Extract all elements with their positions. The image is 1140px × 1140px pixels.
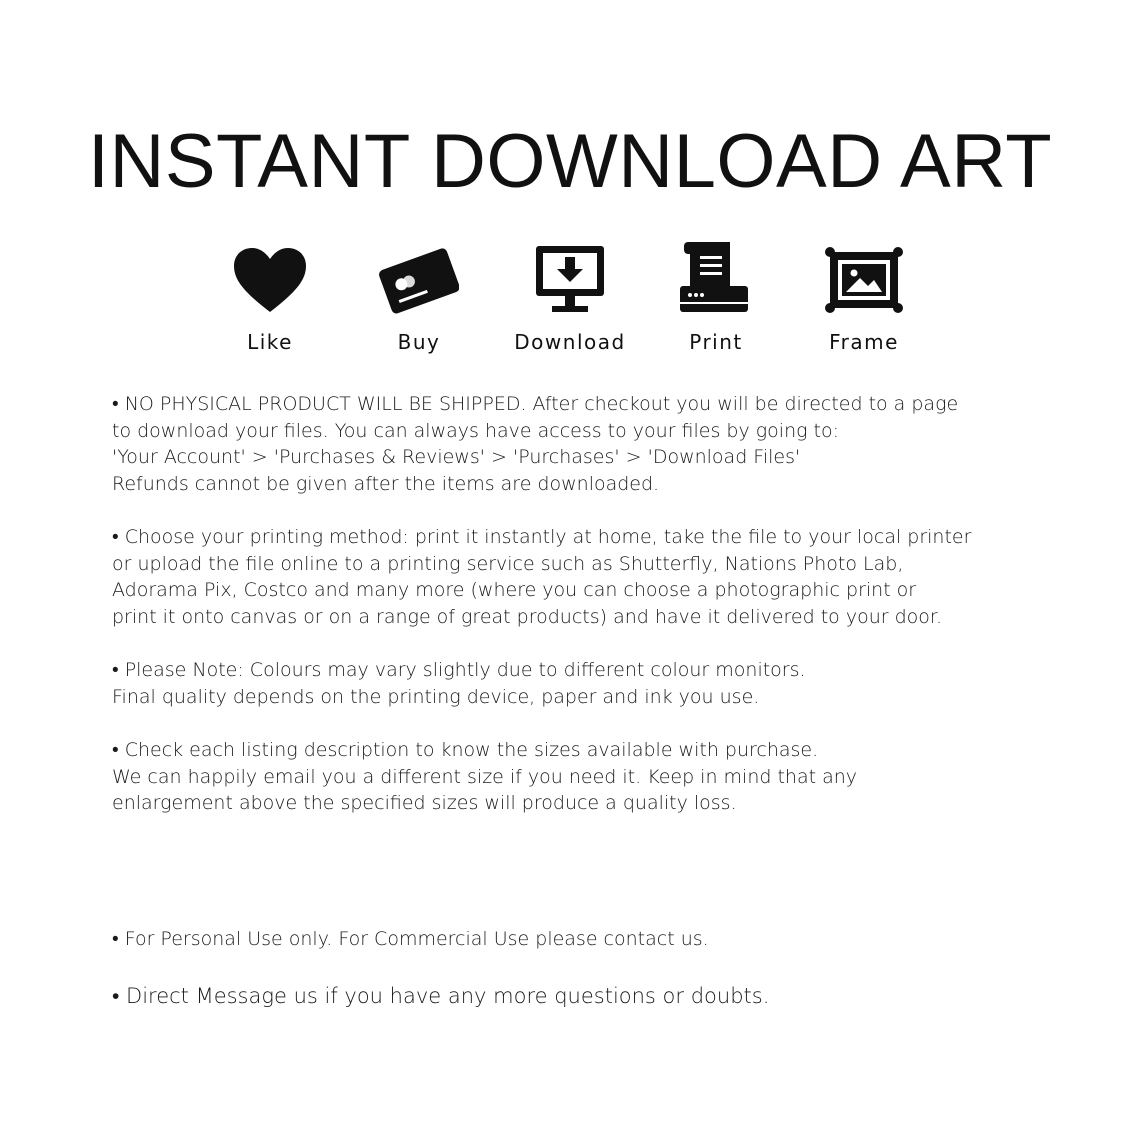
step-label-like: Like <box>247 330 293 354</box>
text-line: • Check each listing description to know the sizes available with purchase. <box>112 739 819 761</box>
text-line: to download your files. You can always have access to your files by going to: <box>112 419 840 442</box>
credit-card-icon <box>379 240 459 320</box>
picture-frame-icon <box>824 240 904 320</box>
text-line: • For Personal Use only. For Commercial Use please contact us. <box>112 928 709 950</box>
paragraph-please-note <box>112 657 1032 710</box>
paragraph-no-physical-product <box>112 391 1032 497</box>
text-line: Final quality depends on the printing device, paper and ink you use. <box>112 685 760 708</box>
step-download <box>500 240 640 354</box>
text-line: • Direct Message us if you have any more questions or doubts. <box>112 984 770 1008</box>
paragraph-printing-method <box>112 524 1032 630</box>
step-label-download: Download <box>514 330 626 354</box>
text-line: 'Your Account' > 'Purchases & Reviews' > 'Purchases' > 'Download Files' <box>112 446 801 468</box>
step-label-buy: Buy <box>397 330 441 354</box>
heart-icon <box>230 240 310 320</box>
text-line: Refunds cannot be given after the items are downloaded. <box>112 472 660 495</box>
step-label-frame: Frame <box>829 330 899 354</box>
step-print <box>646 240 786 354</box>
steps-row <box>0 240 1140 360</box>
text-line: Adorama Pix, Costco and many more (where you can choose a photographic print or <box>112 579 917 601</box>
step-buy <box>349 240 489 354</box>
step-label-print: Print <box>689 330 743 354</box>
text-line: print it onto canvas or on a range of great products) and have it delivered to your door. <box>112 605 943 628</box>
text-line: • NO PHYSICAL PRODUCT WILL BE SHIPPED. After checkout you will be directed to a page <box>112 393 959 415</box>
text-line: or upload the file online to a printing service such as Shutterfly, Nations Photo Lab, <box>112 552 904 575</box>
page-title: INSTANT DOWNLOAD ART <box>87 119 1053 204</box>
printer-icon <box>676 240 756 320</box>
paragraph-listing-sizes <box>112 737 1032 817</box>
paragraph-personal-use <box>112 926 1032 953</box>
download-monitor-icon <box>530 240 610 320</box>
text-line: enlargement above the specified sizes will produce a quality loss. <box>112 792 737 814</box>
text-line: • Please Note: Colours may vary slightly due to different colour monitors. <box>112 659 806 681</box>
paragraph-direct-message <box>112 983 1032 1010</box>
text-line: • Choose your printing method: print it instantly at home, take the file to your local printer <box>112 526 972 548</box>
text-line: We can happily email you a different size if you need it. Keep in mind that any <box>112 765 858 788</box>
step-frame <box>794 240 934 354</box>
step-like <box>200 240 340 354</box>
